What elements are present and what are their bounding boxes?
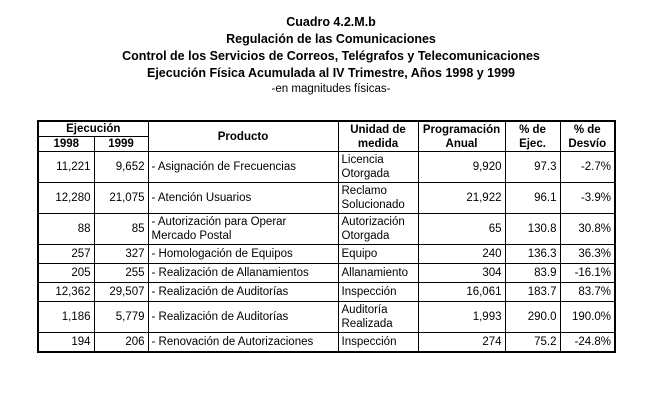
cell-unidad — [338, 152, 418, 183]
cell-pct-desvio: -2.7% — [560, 152, 615, 183]
cell-producto — [148, 302, 338, 333]
cell-producto-line1: - Renovación de Autorizaciones — [151, 336, 314, 348]
table-row — [38, 264, 615, 283]
cell-producto-line1: - Homologación de Equipos — [151, 248, 293, 260]
cell-programacion: 65 — [418, 214, 505, 245]
table-caption — [0, 14, 662, 97]
cell-unidad-line1: Allanamiento — [341, 267, 408, 279]
cell-unidad-line1: Inspección — [341, 286, 397, 298]
cell-pct-ejecucion: 290.0 — [505, 302, 560, 333]
cell-producto — [148, 264, 338, 283]
header-pct-ejecucion-line2: Ejec. — [519, 137, 546, 150]
cell-producto-line1: - Realización de Allanamientos — [151, 267, 309, 279]
header-unidad-line1: Unidad de — [350, 123, 406, 136]
cell-1998: 88 — [38, 214, 94, 245]
header-programacion-line1: Programación — [422, 123, 501, 136]
cell-producto-line1: - Realización de Auditorías — [151, 286, 289, 298]
cell-producto — [148, 214, 338, 245]
cell-producto — [148, 245, 338, 264]
cell-unidad — [338, 264, 418, 283]
cell-producto-line1: - Autorización para Operar — [151, 216, 287, 228]
cell-1999: 5,779 — [94, 302, 148, 333]
cell-pct-desvio: 83.7% — [560, 283, 615, 302]
cell-programacion: 1,993 — [418, 302, 505, 333]
cell-1999: 9,652 — [94, 152, 148, 183]
cell-unidad-line2: Realizada — [341, 318, 393, 330]
cell-unidad-line1: Inspección — [341, 336, 397, 348]
cell-1999: 206 — [94, 333, 148, 353]
cell-programacion: 240 — [418, 245, 505, 264]
cell-pct-ejecucion: 75.2 — [505, 333, 560, 353]
header-unidad — [338, 121, 418, 152]
table-row — [38, 214, 615, 245]
cell-producto-line1: - Asignación de Frecuencias — [151, 161, 296, 173]
cell-producto-line1: - Atención Usuarios — [151, 192, 252, 204]
header-pct-desvio-line1: % de — [573, 123, 601, 136]
caption-units: -en magnitudes físicas- — [271, 83, 391, 95]
caption-subtitle: Control de los Servicios de Correos, Telégrafos y Telecomunicaciones — [122, 49, 540, 63]
header-year-1998: 1998 — [38, 137, 94, 152]
header-pct-ejecucion-line1: % de — [519, 123, 546, 136]
cell-programacion: 274 — [418, 333, 505, 353]
cell-1998: 1,186 — [38, 302, 94, 333]
cell-1999: 29,507 — [94, 283, 148, 302]
cell-producto — [148, 152, 338, 183]
header-unidad-line2: medida — [357, 137, 399, 150]
cell-programacion: 304 — [418, 264, 505, 283]
cell-1999: 255 — [94, 264, 148, 283]
cell-unidad — [338, 245, 418, 264]
caption-number: Cuadro 4.2.M.b — [286, 15, 376, 29]
table-row — [38, 283, 615, 302]
cell-unidad-line2: Otorgada — [341, 168, 390, 180]
caption-period: Ejecución Física Acumulada al IV Trimestre, Años 1998 y 1999 — [147, 66, 515, 80]
cell-unidad — [338, 214, 418, 245]
cell-pct-desvio: -24.8% — [560, 333, 615, 353]
cell-1998: 12,362 — [38, 283, 94, 302]
cell-pct-ejecucion: 183.7 — [505, 283, 560, 302]
cell-1999: 21,075 — [94, 183, 148, 214]
cell-pct-ejecucion: 96.1 — [505, 183, 560, 214]
cell-1998: 257 — [38, 245, 94, 264]
header-producto: Producto — [148, 121, 338, 152]
cell-unidad — [338, 302, 418, 333]
cell-producto — [148, 333, 338, 353]
cell-1998: 194 — [38, 333, 94, 353]
cell-unidad-line2: Solucionado — [341, 199, 405, 211]
cell-pct-desvio: -16.1% — [560, 264, 615, 283]
cell-unidad-line1: Licencia — [341, 154, 384, 166]
header-ejecucion: Ejecución — [38, 121, 148, 137]
cell-1999: 85 — [94, 214, 148, 245]
cell-pct-ejecucion: 97.3 — [505, 152, 560, 183]
cell-unidad-line1: Equipo — [341, 248, 378, 260]
header-programacion — [418, 121, 505, 152]
cell-producto — [148, 283, 338, 302]
table-row — [38, 333, 615, 353]
cell-1999: 327 — [94, 245, 148, 264]
header-programacion-line2: Anual — [445, 137, 478, 150]
cell-programacion: 16,061 — [418, 283, 505, 302]
cell-unidad-line1: Auditoría — [341, 304, 388, 316]
cell-unidad — [338, 183, 418, 214]
cell-unidad — [338, 333, 418, 353]
table-row — [38, 302, 615, 333]
cell-pct-desvio: 190.0% — [560, 302, 615, 333]
cell-producto-line1: - Realización de Auditorías — [151, 311, 289, 323]
cell-pct-ejecucion: 136.3 — [505, 245, 560, 264]
cell-programacion: 9,920 — [418, 152, 505, 183]
cell-programacion: 21,922 — [418, 183, 505, 214]
execution-table — [37, 120, 616, 353]
cell-pct-ejecucion: 83.9 — [505, 264, 560, 283]
table-row — [38, 152, 615, 183]
table-body — [38, 152, 615, 353]
caption-title: Regulación de las Comunicaciones — [226, 32, 436, 46]
cell-1998: 205 — [38, 264, 94, 283]
header-year-1999: 1999 — [94, 137, 148, 152]
header-pct-desvio — [560, 121, 615, 152]
cell-unidad — [338, 283, 418, 302]
cell-unidad-line1: Reclamo — [341, 185, 387, 197]
header-pct-ejecucion — [505, 121, 560, 152]
cell-pct-desvio: 30.8% — [560, 214, 615, 245]
cell-unidad-line1: Autorización — [341, 216, 405, 228]
table-row — [38, 245, 615, 264]
cell-pct-desvio: -3.9% — [560, 183, 615, 214]
cell-pct-ejecucion: 130.8 — [505, 214, 560, 245]
cell-unidad-line2: Otorgada — [341, 230, 390, 242]
header-pct-desvio-line2: Desvío — [568, 137, 607, 150]
cell-1998: 12,280 — [38, 183, 94, 214]
cell-pct-desvio: 36.3% — [560, 245, 615, 264]
table-row — [38, 183, 615, 214]
cell-producto — [148, 183, 338, 214]
cell-1998: 11,221 — [38, 152, 94, 183]
cell-producto-line2: Mercado Postal — [151, 230, 232, 242]
